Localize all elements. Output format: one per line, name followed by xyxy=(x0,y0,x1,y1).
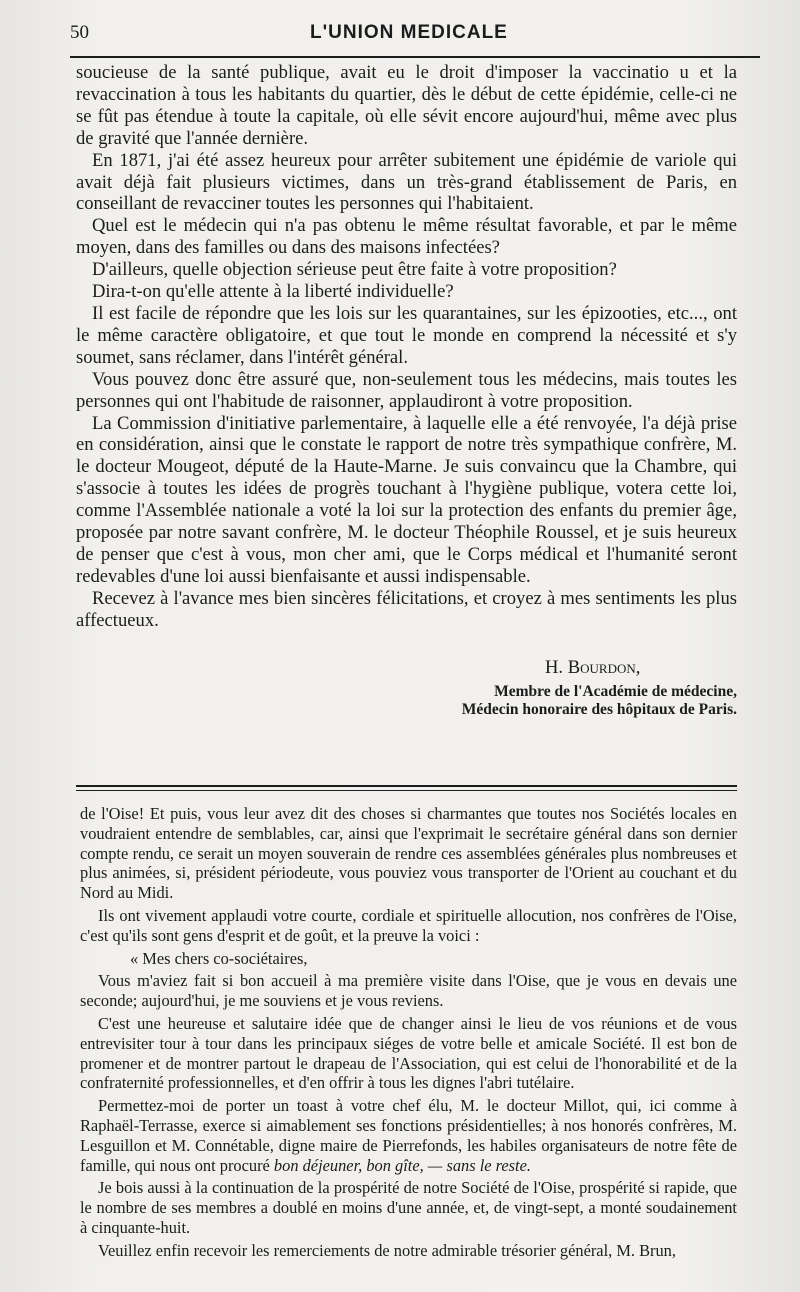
paragraph: D'ailleurs, quelle objection sérieuse peut être faite à votre proposition? xyxy=(92,259,617,281)
paragraph: « Mes chers co-sociétaires, xyxy=(130,948,308,968)
italic-phrase: bon déjeuner, bon gîte, — sans le reste. xyxy=(273,1155,531,1175)
paragraph: Je bois aussi à la continuation de la prospérité de notre Société de l'Oise, prospérité si rapide, que le nombre de ses membres a doublé en moins d'une année, et, de vingt-sept, a monté soudainement à cinquante-huit. xyxy=(80,1178,737,1237)
paragraph: Quel est le médecin qui n'a pas obtenu le même résultat favorable, et par le même moyen, dans des familles ou dans des maisons infectées? xyxy=(76,215,737,259)
paragraph: Il est facile de répondre que les lois sur les quarantaines, sur les épizooties, etc..., ont le même caractère obligatoire, et que tout le monde en comprend la nécessité et s'y soumet, sans réclamer, dans l'intérêt général. xyxy=(76,302,737,368)
letter-body xyxy=(76,62,737,632)
paragraph: de l'Oise! Et puis, vous leur avez dit des choses si charmantes que toutes nos Sociétés locales en voudraient entendre de semblables, car, ainsi que l'exprimait le secrétaire général dans son dernier compte rendu, ce serait un moyen souverain de rendre ces assemblées générales plus nombreuses et plus animées, si, président périodeute, vous pouviez vous transporter de l'Orient au couchant et du Nord au Midi. xyxy=(80,804,737,903)
page-number: 50 xyxy=(70,22,89,43)
paragraph xyxy=(80,1096,737,1175)
paragraph: La Commission d'initiative parlementaire, à laquelle elle a été renvoyée, l'a déjà prise en considération, ainsi que le constate le rapport de notre très sympathique confrère, M. le docteur Mougeot, député de la Haute-Marne. Je suis convaincu que la Chambre, qui s'associe à toutes les idées de progrès touchant à l'hygiène publique, votera cette loi, comme l'Assemblée nationale a voté la loi sur la protection des enfants du premier âge, proposée par notre savant confrère, M. le docteur Théophile Roussel, et je suis heureux de penser que c'est à vous, mon cher ami, que le Corps médical et l'humanité seront redevables d'une loi aussi bienfaisante et aussi indispensable. xyxy=(76,412,737,587)
signature-title-line-2: Médecin honoraire des hôpitaux de Paris. xyxy=(461,701,737,718)
paragraph: Ils ont vivement applaudi votre courte, cordiale et spirituelle allocution, nos confrères de l'Oise, c'est qu'ils sont gens d'esprit et de goût, et la preuve la voici : xyxy=(80,905,737,945)
paragraph: En 1871, j'ai été assez heureux pour arrêter subitement une épidémie de variole qui avait déjà fait plusieurs victimes, dans un très-grand établissement de Paris, en conseillant de revacciner toutes les personnes qui l'habitaient. xyxy=(76,149,737,215)
signature-title-line-1: Membre de l'Académie de médecine, xyxy=(494,683,737,700)
feuilleton-body xyxy=(80,804,737,1264)
signature-name: H. Bourdon, xyxy=(545,657,641,678)
paragraph: Recevez à l'avance mes bien sincères félicitations, et croyez à mes sentiments les plus affectueux. xyxy=(76,587,737,631)
paragraph: Dira-t-on qu'elle attente à la liberté individuelle? xyxy=(92,281,454,303)
page-header xyxy=(70,18,760,52)
header-rule xyxy=(70,56,760,58)
paragraph: soucieuse de la santé publique, avait eu le droit d'imposer la vaccinatio u et la revaccination à tous les habitants du quartier, dès le début de cette épidémie, celle-ci ne se fût pas étendue à toute la capitale, où elle sévit encore aujourd'hui, même avec plus de gravité que l'année dernière. xyxy=(76,62,737,149)
paragraph: Veuillez enfin recevoir les remerciements de notre admirable trésorier général, M. Brun, xyxy=(98,1240,676,1260)
journal-title: L'UNION MEDICALE xyxy=(310,22,508,43)
paragraph: Vous pouvez donc être assuré que, non-seulement tous les médecins, mais toutes les personnes qui ont l'habitude de raisonner, applaudiront à votre proposition. xyxy=(76,368,737,412)
feuilleton-divider xyxy=(76,785,737,791)
paragraph: C'est une heureuse et salutaire idée que de changer ainsi le lieu de vos réunions et de vous entrevisiter tour à tour dans les principaux siéges de votre belle et amicale Société. Il est bon de promener et de montrer partout le drapeau de l'Association, qui est celui de l'honorabilité et de la confraternité professionnelles, et d'en offrir à tous les dignes l'abri tutélaire. xyxy=(80,1013,737,1093)
paragraph-text: Permettez-moi de porter un toast à votre chef élu, M. le docteur Millot, qui, ici comme à Raphaël-Terrasse, exerce si aimablement ses fonctions présidentielles; à nos honorés confrères, M. Lesguillon et M. Connétable, digne maire de Pierrefonds, les habiles organisateurs de notre fête de famille, qui nous ont procuré xyxy=(80,1096,737,1175)
paragraph: Vous m'aviez fait si bon accueil à ma première visite dans l'Oise, que je vous en devais une seconde; aujourd'hui, je me souviens et je vous reviens. xyxy=(80,971,737,1011)
